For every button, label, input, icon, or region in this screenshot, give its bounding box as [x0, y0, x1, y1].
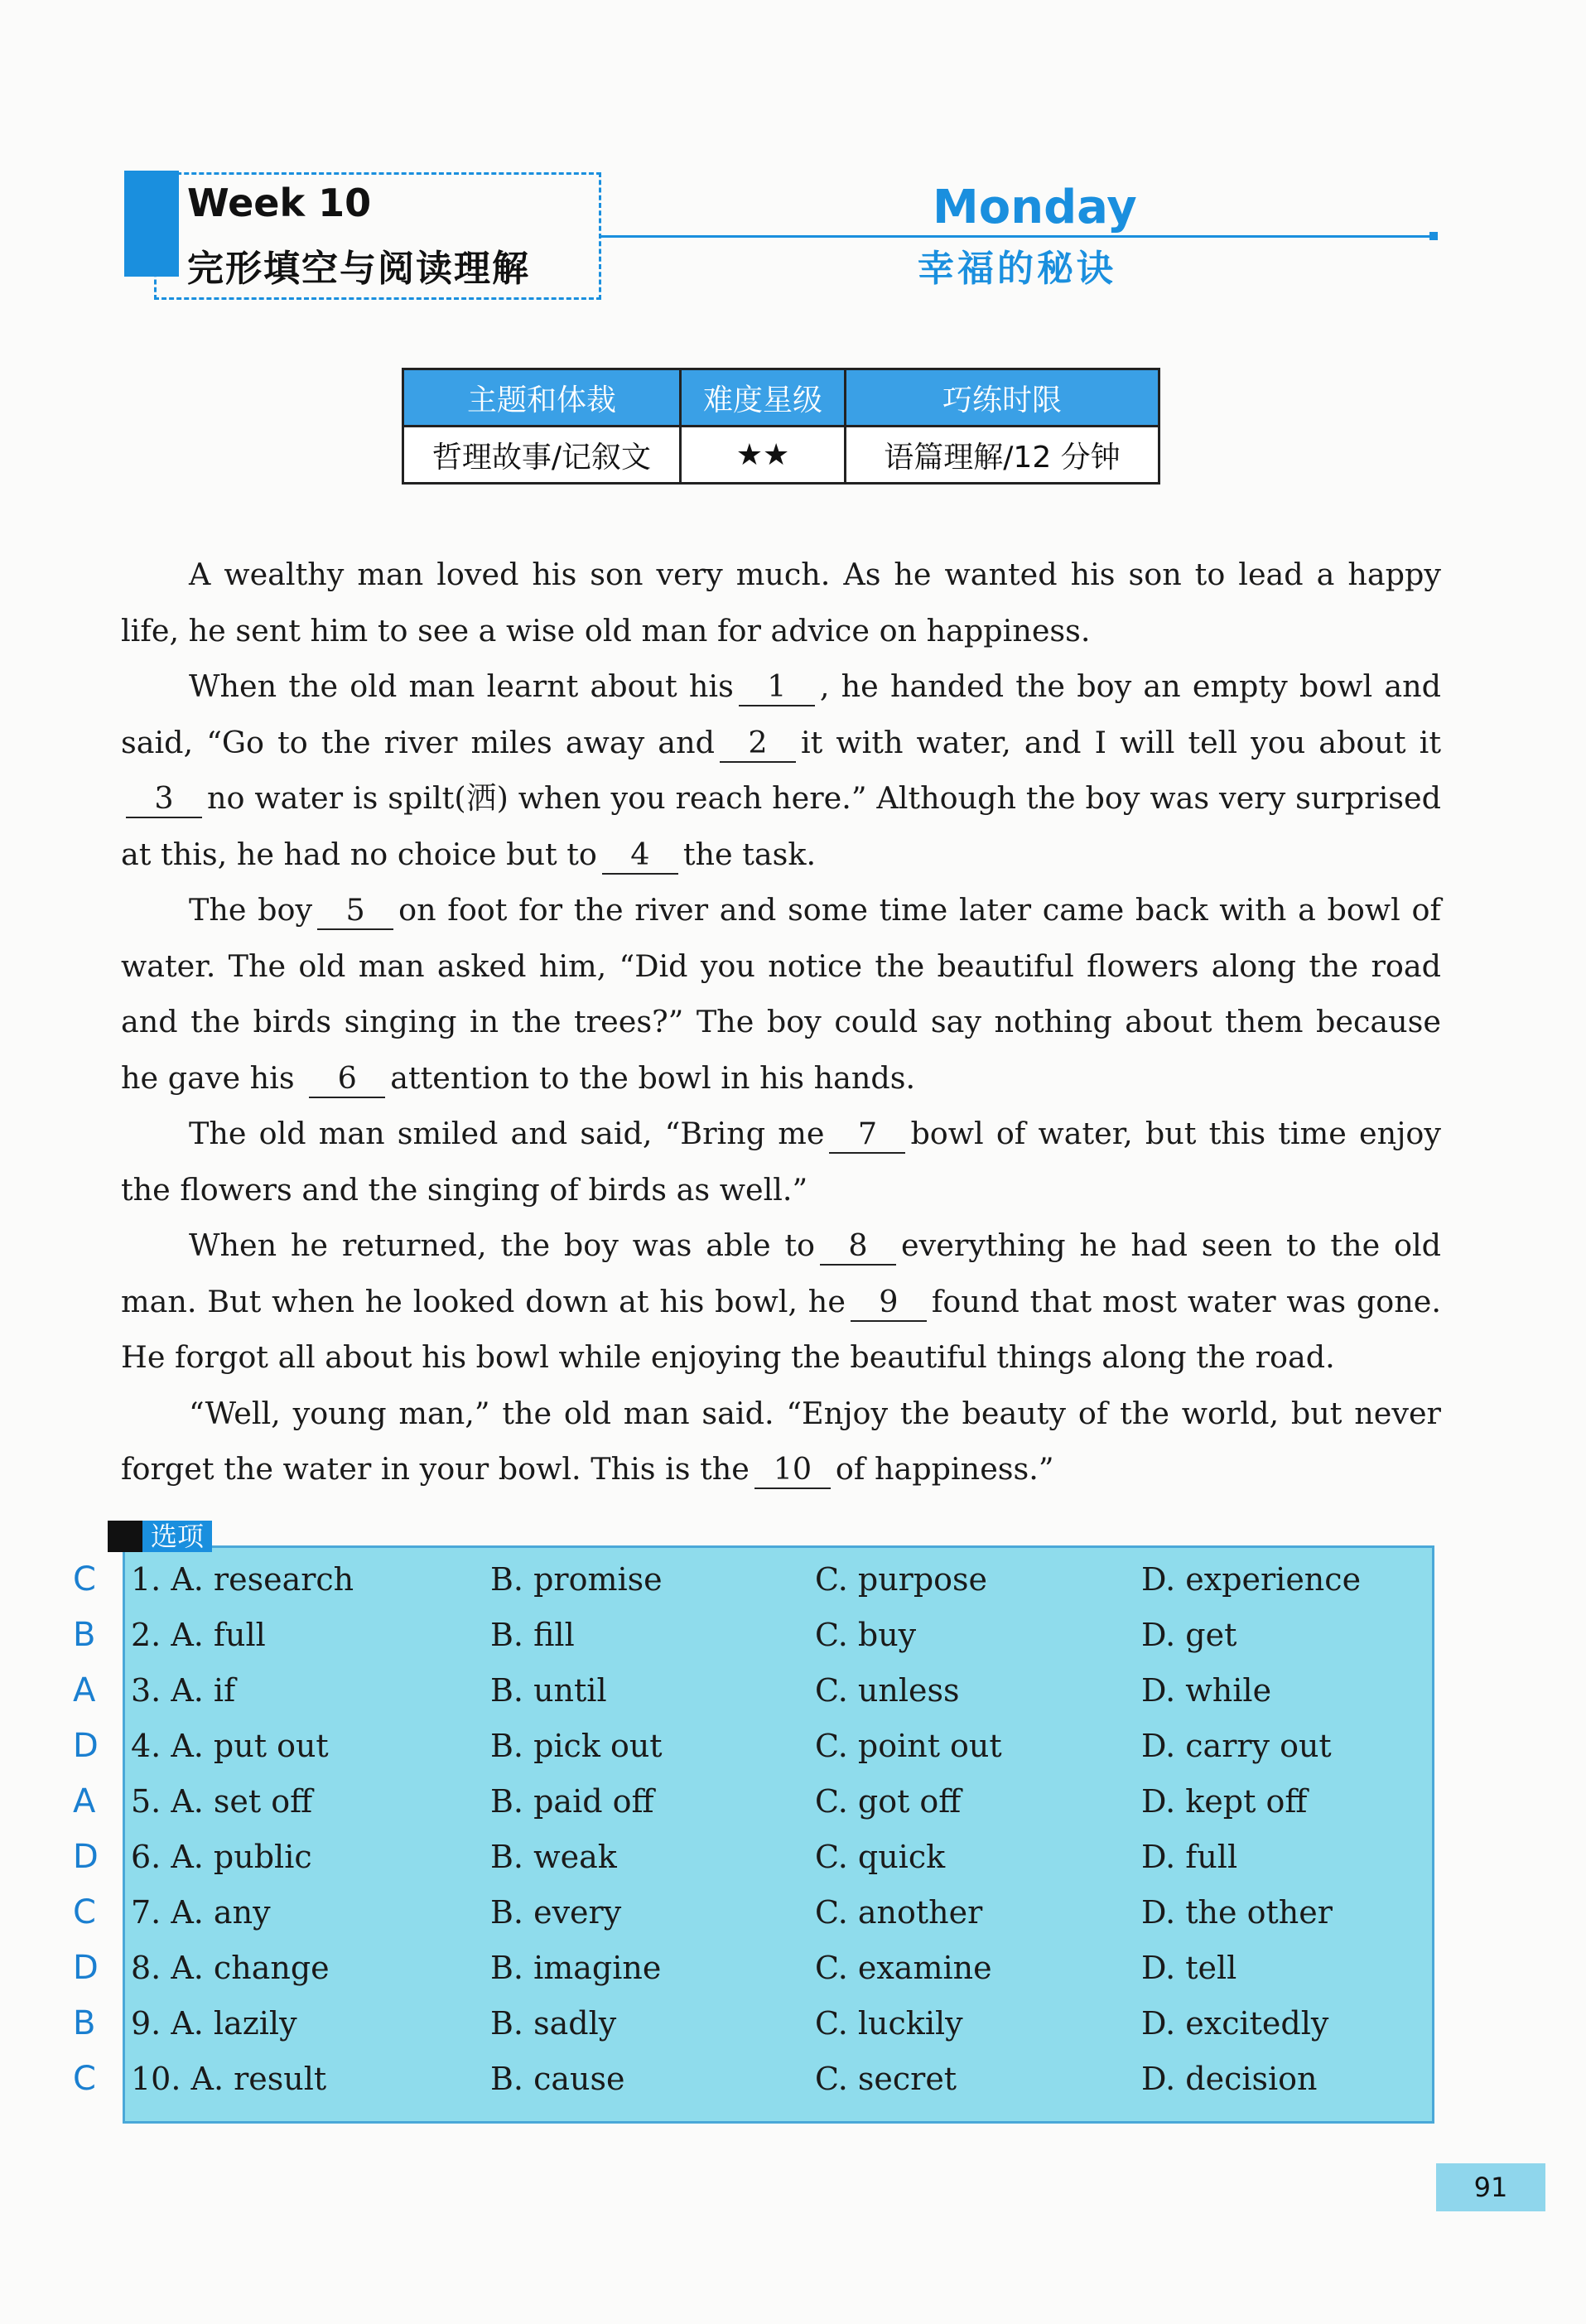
header-rule-end: [1429, 232, 1438, 240]
text-segment: The old man smiled and said, “Bring me: [189, 1116, 825, 1151]
options-marker-icon: [108, 1521, 142, 1552]
option-7-b[interactable]: B. every: [490, 1894, 622, 1931]
text-segment: no water is spilt(洒) when you reach here.” Although the boy was very surprised at this, he had no choice but to: [121, 780, 1441, 872]
option-7-a[interactable]: 7. A. any: [131, 1894, 271, 1931]
info-value-theme: 哲理故事/记叙文: [403, 427, 681, 484]
option-2-d[interactable]: D. get: [1141, 1617, 1237, 1653]
option-9-d[interactable]: D. excitedly: [1141, 2005, 1329, 2042]
text-segment: on foot for the river and some time later came back with a bowl of water. The old man asked him, “Did you notice the beautiful flowers along the road and the birds singing in the trees?” The boy could say nothing about them because he gave his: [121, 892, 1441, 1096]
option-6-c[interactable]: C. quick: [815, 1839, 946, 1875]
answer-3: A: [73, 1671, 96, 1709]
blank-9[interactable]: 9: [851, 1284, 927, 1322]
page-number: 91: [1436, 2163, 1545, 2211]
option-1-b[interactable]: B. promise: [490, 1561, 663, 1598]
option-5-c[interactable]: C. got off: [815, 1783, 962, 1820]
option-10-c[interactable]: C. secret: [815, 2061, 957, 2097]
answer-10: C: [73, 2060, 96, 2098]
answer-5: A: [73, 1782, 96, 1820]
option-6-b[interactable]: B. weak: [490, 1839, 617, 1875]
answer-4: D: [73, 1727, 99, 1765]
text-segment: found that most water was gone. He forgot all about his bowl while enjoying the beautiful things along the road.: [121, 1283, 1441, 1375]
text-segment: When the old man learnt about his: [189, 668, 734, 704]
option-row-1: [0, 1552, 1491, 1607]
text-segment: of happiness.”: [835, 1451, 1054, 1487]
option-row-3: [0, 1663, 1491, 1718]
week-title: Week 10: [187, 181, 372, 225]
answer-9: B: [73, 2004, 96, 2042]
blank-4[interactable]: 4: [602, 837, 678, 875]
options-label-text: 选项: [151, 1521, 205, 1552]
option-9-c[interactable]: C. luckily: [815, 2005, 963, 2042]
answer-8: D: [73, 1949, 99, 1987]
text-segment: The boy: [189, 892, 313, 928]
text-segment: , he handed the boy an empty bowl and said, “Go to the river miles away and: [121, 668, 1441, 760]
text-segment: it with water, and I will tell you about it: [800, 724, 1441, 760]
option-3-a[interactable]: 3. A. if: [131, 1672, 236, 1709]
options-label: [108, 1521, 212, 1552]
header-rule: [601, 235, 1434, 238]
info-header-theme: 主题和体裁: [403, 369, 681, 427]
section-title: 完形填空与阅读理解: [187, 248, 530, 290]
day-title: Monday: [933, 181, 1137, 234]
option-8-a[interactable]: 8. A. change: [131, 1950, 330, 1986]
option-10-a[interactable]: 10. A. result: [131, 2061, 327, 2097]
option-row-10: [0, 2052, 1491, 2106]
option-3-c[interactable]: C. unless: [815, 1672, 960, 1709]
blank-2[interactable]: 2: [720, 725, 796, 763]
option-row-5: [0, 1774, 1491, 1829]
option-4-d[interactable]: D. carry out: [1141, 1728, 1332, 1764]
info-value-difficulty: ★★: [681, 427, 846, 484]
blank-5[interactable]: 5: [317, 892, 393, 930]
option-7-d[interactable]: D. the other: [1141, 1894, 1333, 1931]
option-10-b[interactable]: B. cause: [490, 2061, 625, 2097]
option-row-8: [0, 1941, 1491, 1995]
answer-1: C: [73, 1560, 96, 1598]
option-4-c[interactable]: C. point out: [815, 1728, 1002, 1764]
text-segment: bowl of water, but this time enjoy the flowers and the singing of birds as well.”: [121, 1116, 1442, 1208]
option-2-c[interactable]: C. buy: [815, 1617, 917, 1653]
option-3-d[interactable]: D. while: [1141, 1672, 1272, 1709]
info-header-difficulty: 难度星级: [681, 369, 846, 427]
option-row-7: [0, 1885, 1491, 1940]
option-5-d[interactable]: D. kept off: [1141, 1783, 1308, 1820]
paragraph-2: [121, 658, 1441, 882]
option-3-b[interactable]: B. until: [490, 1672, 607, 1709]
blank-3[interactable]: 3: [126, 780, 202, 818]
text-segment: everything he had seen to the old man. But when he looked down at his bowl, he: [121, 1227, 1441, 1319]
text-segment: the task.: [682, 836, 817, 872]
option-5-a[interactable]: 5. A. set off: [131, 1783, 313, 1820]
option-row-4: [0, 1719, 1491, 1773]
option-row-9: [0, 1996, 1491, 2051]
cloze-passage: [121, 547, 1441, 1497]
option-1-c[interactable]: C. purpose: [815, 1561, 988, 1598]
text-segment: “Well, young man,” the old man said. “Enjoy the beauty of the world, but never forget the water in your bowl. This is the: [121, 1395, 1441, 1487]
option-9-b[interactable]: B. sadly: [490, 2005, 617, 2042]
option-row-2: [0, 1608, 1491, 1662]
answer-7: C: [73, 1893, 96, 1931]
blank-7[interactable]: 7: [829, 1116, 905, 1154]
topic-title: 幸福的秘诀: [918, 248, 1116, 290]
blank-8[interactable]: 8: [820, 1227, 896, 1266]
text-segment: When he returned, the boy was able to: [189, 1227, 816, 1263]
option-4-b[interactable]: B. pick out: [490, 1728, 663, 1764]
option-7-c[interactable]: C. another: [815, 1894, 983, 1931]
option-6-a[interactable]: 6. A. public: [131, 1839, 312, 1875]
option-2-b[interactable]: B. fill: [490, 1617, 575, 1653]
info-value-time: 语篇理解/12 分钟: [846, 427, 1159, 484]
paragraph-3: [121, 882, 1441, 1106]
option-9-a[interactable]: 9. A. lazily: [131, 2005, 297, 2042]
option-2-a[interactable]: 2. A. full: [131, 1617, 266, 1653]
paragraph-5: [121, 1217, 1441, 1386]
option-8-c[interactable]: C. examine: [815, 1950, 992, 1986]
option-row-6: [0, 1830, 1491, 1884]
option-8-b[interactable]: B. imagine: [490, 1950, 662, 1986]
option-4-a[interactable]: 4. A. put out: [131, 1728, 329, 1764]
answer-2: B: [73, 1616, 96, 1654]
blank-1[interactable]: 1: [739, 668, 815, 706]
blank-10[interactable]: 10: [754, 1451, 831, 1489]
text-segment: attention to the bowl in his hands.: [390, 1059, 916, 1096]
blank-6[interactable]: 6: [309, 1060, 385, 1098]
option-5-b[interactable]: B. paid off: [490, 1783, 654, 1820]
option-6-d[interactable]: D. full: [1141, 1839, 1238, 1875]
info-header-time: 巧练时限: [846, 369, 1159, 427]
answer-6: D: [73, 1838, 99, 1876]
option-1-d[interactable]: D. experience: [1141, 1561, 1362, 1598]
paragraph-6: [121, 1386, 1441, 1497]
info-table: [402, 368, 1160, 485]
paragraph-4: [121, 1106, 1441, 1217]
paragraph-1: A wealthy man loved his son very much. As he wanted his son to lead a happy life, he sent him to see a wise old man for advice on happiness.: [121, 557, 1441, 649]
option-8-d[interactable]: D. tell: [1141, 1950, 1237, 1986]
option-10-d[interactable]: D. decision: [1141, 2061, 1318, 2097]
option-1-a[interactable]: 1. A. research: [131, 1561, 354, 1598]
